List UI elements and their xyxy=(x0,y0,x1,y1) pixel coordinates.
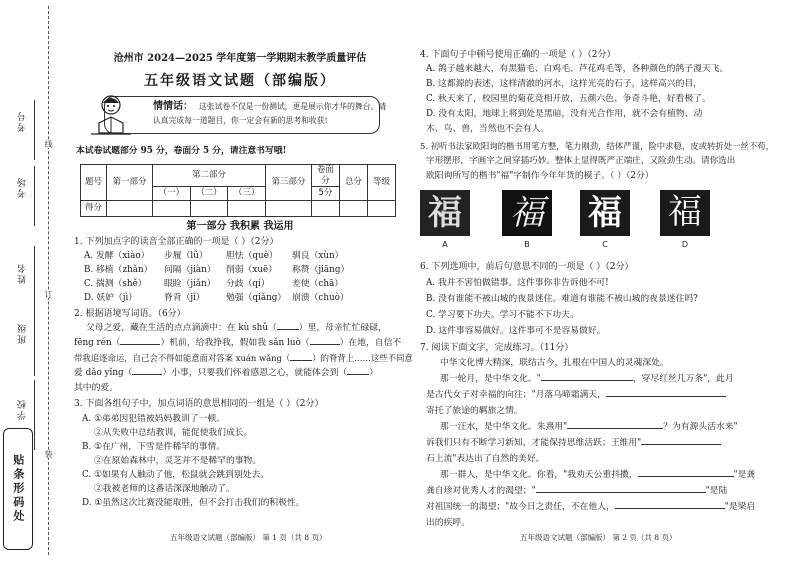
q1-option-a-1: A. 发酵（xiào） xyxy=(84,251,150,261)
q4-option-d-cont: 木、鸟、兽，当然也不会有人。 xyxy=(426,124,550,134)
q4-option-a: A. 鸽子越来越大，有黑猫毛、白鸡毛、芦花鸡毛等，各种颜色的鸽子漫天飞。 xyxy=(426,64,729,74)
q1-option-d-4: 崩溃（chuò） xyxy=(292,293,349,303)
q2-text: ）里，母亲忙忙碌碌， xyxy=(298,323,387,333)
tip-line-2: 认真完成每一道题目，你一定会有新的思考和收获! xyxy=(153,116,328,125)
fu-option-d-label: D xyxy=(681,240,689,249)
q3-option-b-2: ②在原始森林中，灵芝并不是稀罕的事物。 xyxy=(94,456,262,466)
q6-option-a: A. 我并不害怕做错事。这件事你非告诉他不可! xyxy=(426,278,609,288)
q2-text: ）机前，给我挣我，假如我 sǎn luò（ xyxy=(160,338,310,348)
q7-line-4 xyxy=(440,422,738,433)
q2-line-3 xyxy=(74,353,413,364)
q3-option-a-2: ②从失败中总结教训，能促使我们成长。 xyxy=(94,428,253,438)
q1-option-c-2: 眼睑（jiǎn） xyxy=(164,279,216,289)
q6-option-c: C. 学习要下功夫。学习不能不下功夫。 xyxy=(426,310,579,320)
q7-line-1 xyxy=(440,374,734,385)
q7-line-5 xyxy=(426,438,721,449)
q1-stem: 1. 下列加点字的读音全部正确的一项是（ ）（2分） xyxy=(74,237,279,247)
q2-line-2 xyxy=(74,338,401,349)
q3-stem: 3. 下面各组句子中，加点词语的意思相同的一组是（ ）（2分） xyxy=(74,399,324,409)
score-cell[interactable] xyxy=(266,201,312,217)
score-sub-3: （三） xyxy=(228,187,266,201)
fu-option-a-label: A xyxy=(442,240,448,249)
q2-text: ） xyxy=(369,368,379,378)
fu-option-d-image[interactable]: 福 xyxy=(660,190,710,236)
label-kaohao: 考号 xyxy=(18,110,28,132)
answer-blank[interactable] xyxy=(615,508,725,509)
score-notice: 本试卷试题部分 95 分，卷面分 5 分，请注意书写哦! xyxy=(76,146,287,156)
q7-line-7 xyxy=(440,470,755,481)
q2-text: ）的脊背上……这些不同意 xyxy=(312,353,413,363)
cut-word-xian: 线 xyxy=(44,140,53,148)
fill-line-xuexiao xyxy=(34,380,35,450)
q1-option-b-2: 问隔（jiàn） xyxy=(164,265,216,275)
q1-option-d-2: 脊背（jǐ） xyxy=(164,293,205,303)
q7-text: 对祖国统一的渴望；"故今日之责任，不在他人， xyxy=(426,502,615,512)
q3-option-c-2: ②我被老师的这番话深深地触动了。 xyxy=(94,484,235,494)
q1-option-a-4: 驯良（xùn） xyxy=(292,251,344,261)
q7-text: 那一群人，是中华文化。你看，"我劝天公重抖擞， xyxy=(440,470,638,480)
score-col-part1: 第一部分 xyxy=(107,165,153,201)
q1-option-a-2: 步履（lǚ） xyxy=(164,251,208,261)
score-col-part2: 第二部分 xyxy=(153,165,266,187)
score-cell[interactable] xyxy=(107,201,153,217)
score-col-total: 总分 xyxy=(340,165,368,201)
label-xuexiao: 学校 xyxy=(18,398,28,420)
answer-blank[interactable] xyxy=(638,476,734,477)
q3-option-d-1: D. ①虽然这次比赛没能取胜，但不会打击我们的积极性。 xyxy=(82,498,305,508)
q3-option-a-1: A. ①弟弟因犯错被妈妈教训了一顿。 xyxy=(82,414,225,424)
tip-label: 情情话： xyxy=(153,101,193,112)
fill-line-xingming xyxy=(34,246,35,316)
q5-stem-1: 5. 初听书法家欧阳询的楷书用笔方整，笔力刚劲，结体严谨，险中求稳，皮或转折处一丝不苟， xyxy=(420,141,775,151)
q2-text: 爱 dǎo yǐng（ xyxy=(74,368,133,378)
score-sub-2: （二） xyxy=(190,187,228,201)
q7-text: 诉我们只有不断学习新知，才能保持思维活跃；王维用" xyxy=(426,438,642,448)
answer-blank[interactable] xyxy=(347,374,369,375)
q7-text: 龚自珍对优秀人才的渴望；" xyxy=(426,486,536,496)
q3-option-c-1: C. ①如果有人触动了他，松鼠就会跳到别处去。 xyxy=(82,470,270,480)
q1-option-a-3: 胆怯（què） xyxy=(226,251,278,261)
score-cell[interactable] xyxy=(228,201,266,217)
label-banji: 班级 xyxy=(18,322,28,344)
fu-option-b-label: B xyxy=(524,240,530,249)
answer-blank[interactable] xyxy=(120,344,160,345)
q7-text: 那一汪水，是中华文化。朱熹用" xyxy=(440,422,568,432)
score-table xyxy=(80,164,396,217)
fill-line-kaochang xyxy=(34,166,35,226)
q3-option-b-1: B. ①在广州，下雪是件稀罕的事情。 xyxy=(82,442,226,452)
barcode-paste-box xyxy=(3,428,33,550)
part1-heading: 第一部分 我积累 我运用 xyxy=(186,221,294,232)
label-xingming: 姓名 xyxy=(18,262,28,284)
score-row-defen: 得分 xyxy=(81,201,107,217)
tip-box xyxy=(104,96,387,134)
q7-text: 那一轮月，是中华文化。" xyxy=(440,374,541,384)
score-cell[interactable] xyxy=(312,201,340,217)
score-col-mianfen: 卷面分 xyxy=(312,165,340,187)
fill-line-kaohao xyxy=(34,100,35,160)
q6-option-b: B. 没有谁能不被山城的夜景迷住。难道有谁能不被山城的夜景迷住吗? xyxy=(426,294,698,304)
q2-text: 父母之爱，藏在生活的点点滴滴中：在 kù shǔ（ xyxy=(86,323,277,333)
answer-blank[interactable] xyxy=(567,428,663,429)
score-cell[interactable] xyxy=(190,201,228,217)
fu-character-options xyxy=(420,190,792,250)
q2-text: 带我追逐命运，自己会不得如能意面对答案 xuán wǎng（ xyxy=(74,353,291,363)
fill-line-banji xyxy=(34,316,35,376)
answer-blank[interactable] xyxy=(277,329,299,330)
q1-option-d-1: D. 妖妒（jì） xyxy=(84,293,138,303)
binding-strip xyxy=(0,0,62,561)
q7-para-0: 中华文化博大精深，联结古今，扎根在中国人的灵魂深处。 xyxy=(440,358,669,368)
tip-line-1: 这张试卷不仅是一份测试，更是展示你才华的舞台。请 xyxy=(199,102,387,111)
q6-stem: 6. 下列选项中，前后句意思不同的一项是（ ）（2分） xyxy=(420,262,634,272)
q4-option-c: C. 秋天来了，校园里的菊花竞相开放，五颜六色、争奇斗艳，好看极了。 xyxy=(426,94,711,104)
q7-text: ，穿尽红丝几万条"，此月 xyxy=(632,374,734,384)
answer-blank[interactable] xyxy=(606,396,726,397)
q2-line-1 xyxy=(86,323,387,334)
answer-blank[interactable] xyxy=(310,344,340,345)
q1-option-d-3: 勉强（qiǎng） xyxy=(226,293,287,303)
cut-word-zhuang: 装 xyxy=(44,450,53,458)
q7-text: "是龚 xyxy=(733,470,756,480)
q2-text: fēng rén（ xyxy=(74,338,121,348)
cut-line xyxy=(48,6,49,555)
q7-text: "是梁启 xyxy=(724,502,756,512)
q7-text: "是陆 xyxy=(705,486,728,496)
page-1-footer: 五年级语文试题（部编版） 第 1 页（共 8 页） xyxy=(170,533,327,542)
q1-option-b-1: B. 移植（zhǎn） xyxy=(84,265,153,275)
score-col-grade: 等级 xyxy=(368,165,396,201)
q2-text: ）小事，只要我们怀着感恩之心，就能体会到（ xyxy=(162,368,348,378)
barcode-paste-label: 贴条形码处 xyxy=(11,454,25,524)
fu-option-c-image[interactable]: 福 xyxy=(580,190,630,236)
answer-blank[interactable] xyxy=(541,380,633,381)
score-cell[interactable] xyxy=(368,201,396,217)
score-col-tihao: 题号 xyxy=(81,165,107,201)
q1-option-b-3: 削弱（xuē） xyxy=(226,265,278,275)
q7-text: 是古代女子对幸福的向往；"月落乌啼霜满天， xyxy=(426,390,606,400)
label-kaochang: 考场 xyxy=(18,176,28,198)
q2-line-5: 其中的爱。 xyxy=(74,383,118,393)
q4-option-b: B. 这都源的表述，这样清澈的河水，这样光亮的石子，这样高兴的目， xyxy=(426,79,702,89)
answer-blank[interactable] xyxy=(641,444,721,445)
q2-stem: 2. 根据语境写词语。（6分） xyxy=(74,309,186,319)
q7-stem: 7. 阅读下面文字，完成练习。（11分） xyxy=(420,343,574,353)
fu-option-a-image[interactable]: 福 xyxy=(420,190,470,236)
q2-text: ）在地，自信不 xyxy=(339,338,402,348)
score-cell[interactable] xyxy=(153,201,191,217)
score-col-part3: 第三部分 xyxy=(266,165,312,201)
answer-blank[interactable] xyxy=(132,374,162,375)
page-2-footer: 五年级语文试题（部编版） 第 2 页（共 8 页） xyxy=(520,533,677,542)
score-cell[interactable] xyxy=(340,201,368,217)
q7-line-3: 寄托了旅途的羁旅之情。 xyxy=(426,406,523,416)
q1-option-c-4: 差使（chā） xyxy=(292,279,344,289)
q5-stem-3: 欧阳询所写的楷书"福"字制作今年年货的模子。（ ）（2分） xyxy=(426,171,654,181)
q7-line-2 xyxy=(426,390,726,401)
fu-option-c-label: C xyxy=(602,240,608,249)
score-mianfen-value: 5分 xyxy=(312,187,340,201)
answer-blank[interactable] xyxy=(290,360,312,361)
cut-word-ding: 订 xyxy=(44,290,53,298)
q4-option-d: D. 没有太阳，地球上将到处是黑暗，没有光合作用，就不会有植物、动 xyxy=(426,109,703,119)
q7-line-6: 石上流"表达出了自然的美好。 xyxy=(426,454,545,464)
exam-header: 沧州市 2024—2025 学年度第一学期期末教学质量评估 xyxy=(113,53,367,64)
q1-option-c-3: 分歧（qí） xyxy=(226,279,270,289)
exam-title: 五年级语文试题（部编版） xyxy=(144,73,336,89)
q7-line-8 xyxy=(426,486,727,497)
q7-text: ？为有源头活水来" xyxy=(663,422,738,432)
answer-blank[interactable] xyxy=(536,492,706,493)
q7-line-9 xyxy=(426,502,755,513)
fu-option-b-image[interactable]: 福 xyxy=(502,190,552,236)
q4-stem: 4. 下面句子中顿号使用正确的一项是（ ）（2分） xyxy=(420,50,616,60)
q5-stem-2: 字形摆形，字画字之间穿插巧妙。整体上显得既严正端庄，又险劲生动。请你选出 xyxy=(426,156,736,166)
student-reading-icon xyxy=(81,93,141,137)
q1-option-b-4: 称赞（jiāng） xyxy=(292,265,350,275)
q2-line-4 xyxy=(74,368,378,379)
score-sub-1: （一） xyxy=(153,187,191,201)
q7-line-10: 出的疾呼。 xyxy=(426,518,470,528)
q6-option-d: D. 这件事容易做好。这件事可不是容易做好。 xyxy=(426,326,606,336)
q1-option-c-1: C. 揣测（shě） xyxy=(84,279,147,289)
